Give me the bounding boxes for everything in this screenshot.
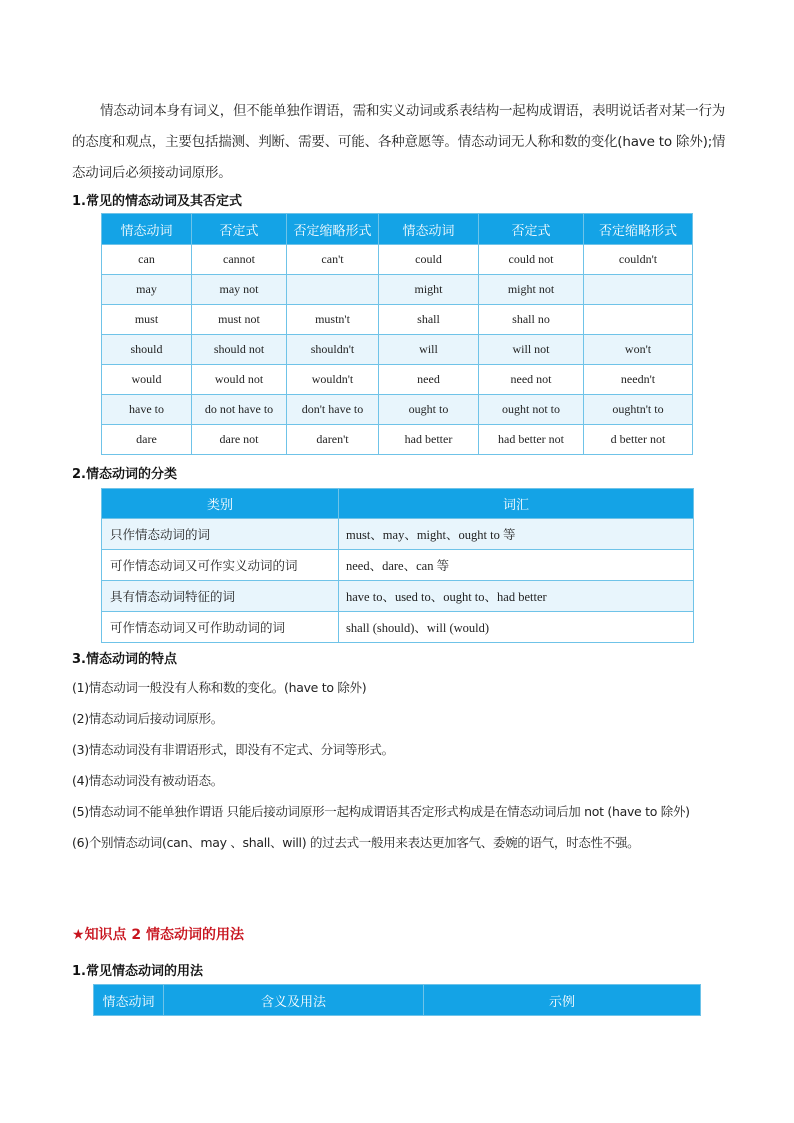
table-cell: shouldn't bbox=[287, 335, 379, 365]
modal-category-table bbox=[101, 488, 694, 643]
table-header-row bbox=[102, 489, 694, 519]
header-cell-modal: 情态动词 bbox=[94, 985, 164, 1016]
knowledge-point-heading bbox=[72, 924, 244, 944]
header-cell: 否定缩略形式 bbox=[584, 214, 693, 245]
table-cell: needn't bbox=[584, 365, 693, 395]
section2-heading: 2.情态动词的分类 bbox=[72, 467, 177, 482]
header-cell: 情态动词 bbox=[102, 214, 192, 245]
table-cell: oughtn't to bbox=[584, 395, 693, 425]
table-row bbox=[102, 425, 693, 455]
features-list bbox=[72, 672, 732, 858]
table-cell: couldn't bbox=[584, 245, 693, 275]
section3-heading: 3.情态动词的特点 bbox=[72, 652, 177, 667]
table-cell bbox=[584, 275, 693, 305]
table-cell: should bbox=[102, 335, 192, 365]
table-row bbox=[102, 550, 694, 581]
table-cell: dare not bbox=[192, 425, 287, 455]
star-icon: ★ bbox=[72, 927, 85, 943]
table-row bbox=[102, 581, 694, 612]
table-header-row bbox=[94, 985, 701, 1016]
table-cell bbox=[287, 275, 379, 305]
header-cell-category: 类别 bbox=[102, 489, 339, 519]
header-cell-vocabulary: 词汇 bbox=[339, 489, 694, 519]
table-cell: daren't bbox=[287, 425, 379, 455]
vocabulary-cell: need、dare、can 等 bbox=[339, 550, 694, 581]
list-item: (5)情态动词不能单独作谓语 只能后接动词原形一起构成谓语其否定形式构成是在情态动词后加 not (have to 除外) bbox=[72, 804, 690, 819]
table-cell: don't have to bbox=[287, 395, 379, 425]
table-cell: might bbox=[379, 275, 479, 305]
table-row bbox=[102, 335, 693, 365]
table-cell: cannot bbox=[192, 245, 287, 275]
section4-heading: 1.常见情态动词的用法 bbox=[72, 964, 203, 979]
modal-negation-table bbox=[101, 213, 693, 455]
header-cell-meaning: 含义及用法 bbox=[164, 985, 424, 1016]
header-cell: 否定缩略形式 bbox=[287, 214, 379, 245]
header-cell: 情态动词 bbox=[379, 214, 479, 245]
list-item: (3)情态动词没有非谓语形式，即没有不定式、分词等形式。 bbox=[72, 742, 394, 757]
table-row bbox=[102, 612, 694, 643]
vocabulary-cell: have to、used to、ought to、had better bbox=[339, 581, 694, 612]
table-cell: must not bbox=[192, 305, 287, 335]
intro-paragraph: 情态动词本身有词义，但不能单独作谓语，需和实义动词或系表结构一起构成谓语，表明说话者对某一行为的态度和观点，主要包括揣测、判断、需要、可能、各种意愿等。情态动词无人称和数的变化(have to 除外);情态动词后必须接动词原形。 bbox=[72, 103, 726, 181]
vocabulary-cell: shall (should)、will (would) bbox=[339, 612, 694, 643]
header-cell: 否定式 bbox=[479, 214, 584, 245]
knowledge-point-title: 知识点 2 情态动词的用法 bbox=[84, 927, 245, 943]
table-cell: might not bbox=[479, 275, 584, 305]
table-cell: must bbox=[102, 305, 192, 335]
category-cell: 具有情态动词特征的词 bbox=[102, 581, 339, 612]
table-header-row bbox=[102, 214, 693, 245]
table-cell: need bbox=[379, 365, 479, 395]
table-cell: shall bbox=[379, 305, 479, 335]
table-cell: dare bbox=[102, 425, 192, 455]
table-cell: shall no bbox=[479, 305, 584, 335]
table-cell: may not bbox=[192, 275, 287, 305]
table-cell: would bbox=[102, 365, 192, 395]
category-cell: 可作情态动词又可作实义动词的词 bbox=[102, 550, 339, 581]
table-cell: will bbox=[379, 335, 479, 365]
table-cell: can't bbox=[287, 245, 379, 275]
table-cell: do not have to bbox=[192, 395, 287, 425]
modal-usage-table bbox=[93, 984, 701, 1016]
table-cell: ought not to bbox=[479, 395, 584, 425]
table-cell: should not bbox=[192, 335, 287, 365]
table-cell: will not bbox=[479, 335, 584, 365]
header-cell: 否定式 bbox=[192, 214, 287, 245]
table-cell: could bbox=[379, 245, 479, 275]
table-row bbox=[102, 519, 694, 550]
table-cell: need not bbox=[479, 365, 584, 395]
table-cell: ought to bbox=[379, 395, 479, 425]
table-cell: may bbox=[102, 275, 192, 305]
table-row bbox=[102, 305, 693, 335]
table-cell: won't bbox=[584, 335, 693, 365]
table-row bbox=[102, 275, 693, 305]
table-cell: could not bbox=[479, 245, 584, 275]
vocabulary-cell: must、may、might、ought to 等 bbox=[339, 519, 694, 550]
list-item: (1)情态动词一般没有人称和数的变化。(have to 除外) bbox=[72, 680, 367, 695]
table-cell: wouldn't bbox=[287, 365, 379, 395]
table-row bbox=[102, 395, 693, 425]
table-cell bbox=[584, 305, 693, 335]
table-cell: had better bbox=[379, 425, 479, 455]
list-item: (6)个别情态动词(can、may 、shall、will) 的过去式一般用来表达更加客气、委婉的语气，时态性不强。 bbox=[72, 835, 640, 850]
category-cell: 可作情态动词又可作助动词的词 bbox=[102, 612, 339, 643]
table-cell: would not bbox=[192, 365, 287, 395]
table-cell: d better not bbox=[584, 425, 693, 455]
list-item: (2)情态动词后接动词原形。 bbox=[72, 711, 224, 726]
section1-heading: 1.常见的情态动词及其否定式 bbox=[72, 194, 242, 209]
table-cell: can bbox=[102, 245, 192, 275]
table-row bbox=[102, 245, 693, 275]
category-cell: 只作情态动词的词 bbox=[102, 519, 339, 550]
header-cell-example: 示例 bbox=[424, 985, 701, 1016]
list-item: (4)情态动词没有被动语态。 bbox=[72, 773, 224, 788]
table-cell: mustn't bbox=[287, 305, 379, 335]
table-cell: had better not bbox=[479, 425, 584, 455]
table-row bbox=[102, 365, 693, 395]
table-cell: have to bbox=[102, 395, 192, 425]
